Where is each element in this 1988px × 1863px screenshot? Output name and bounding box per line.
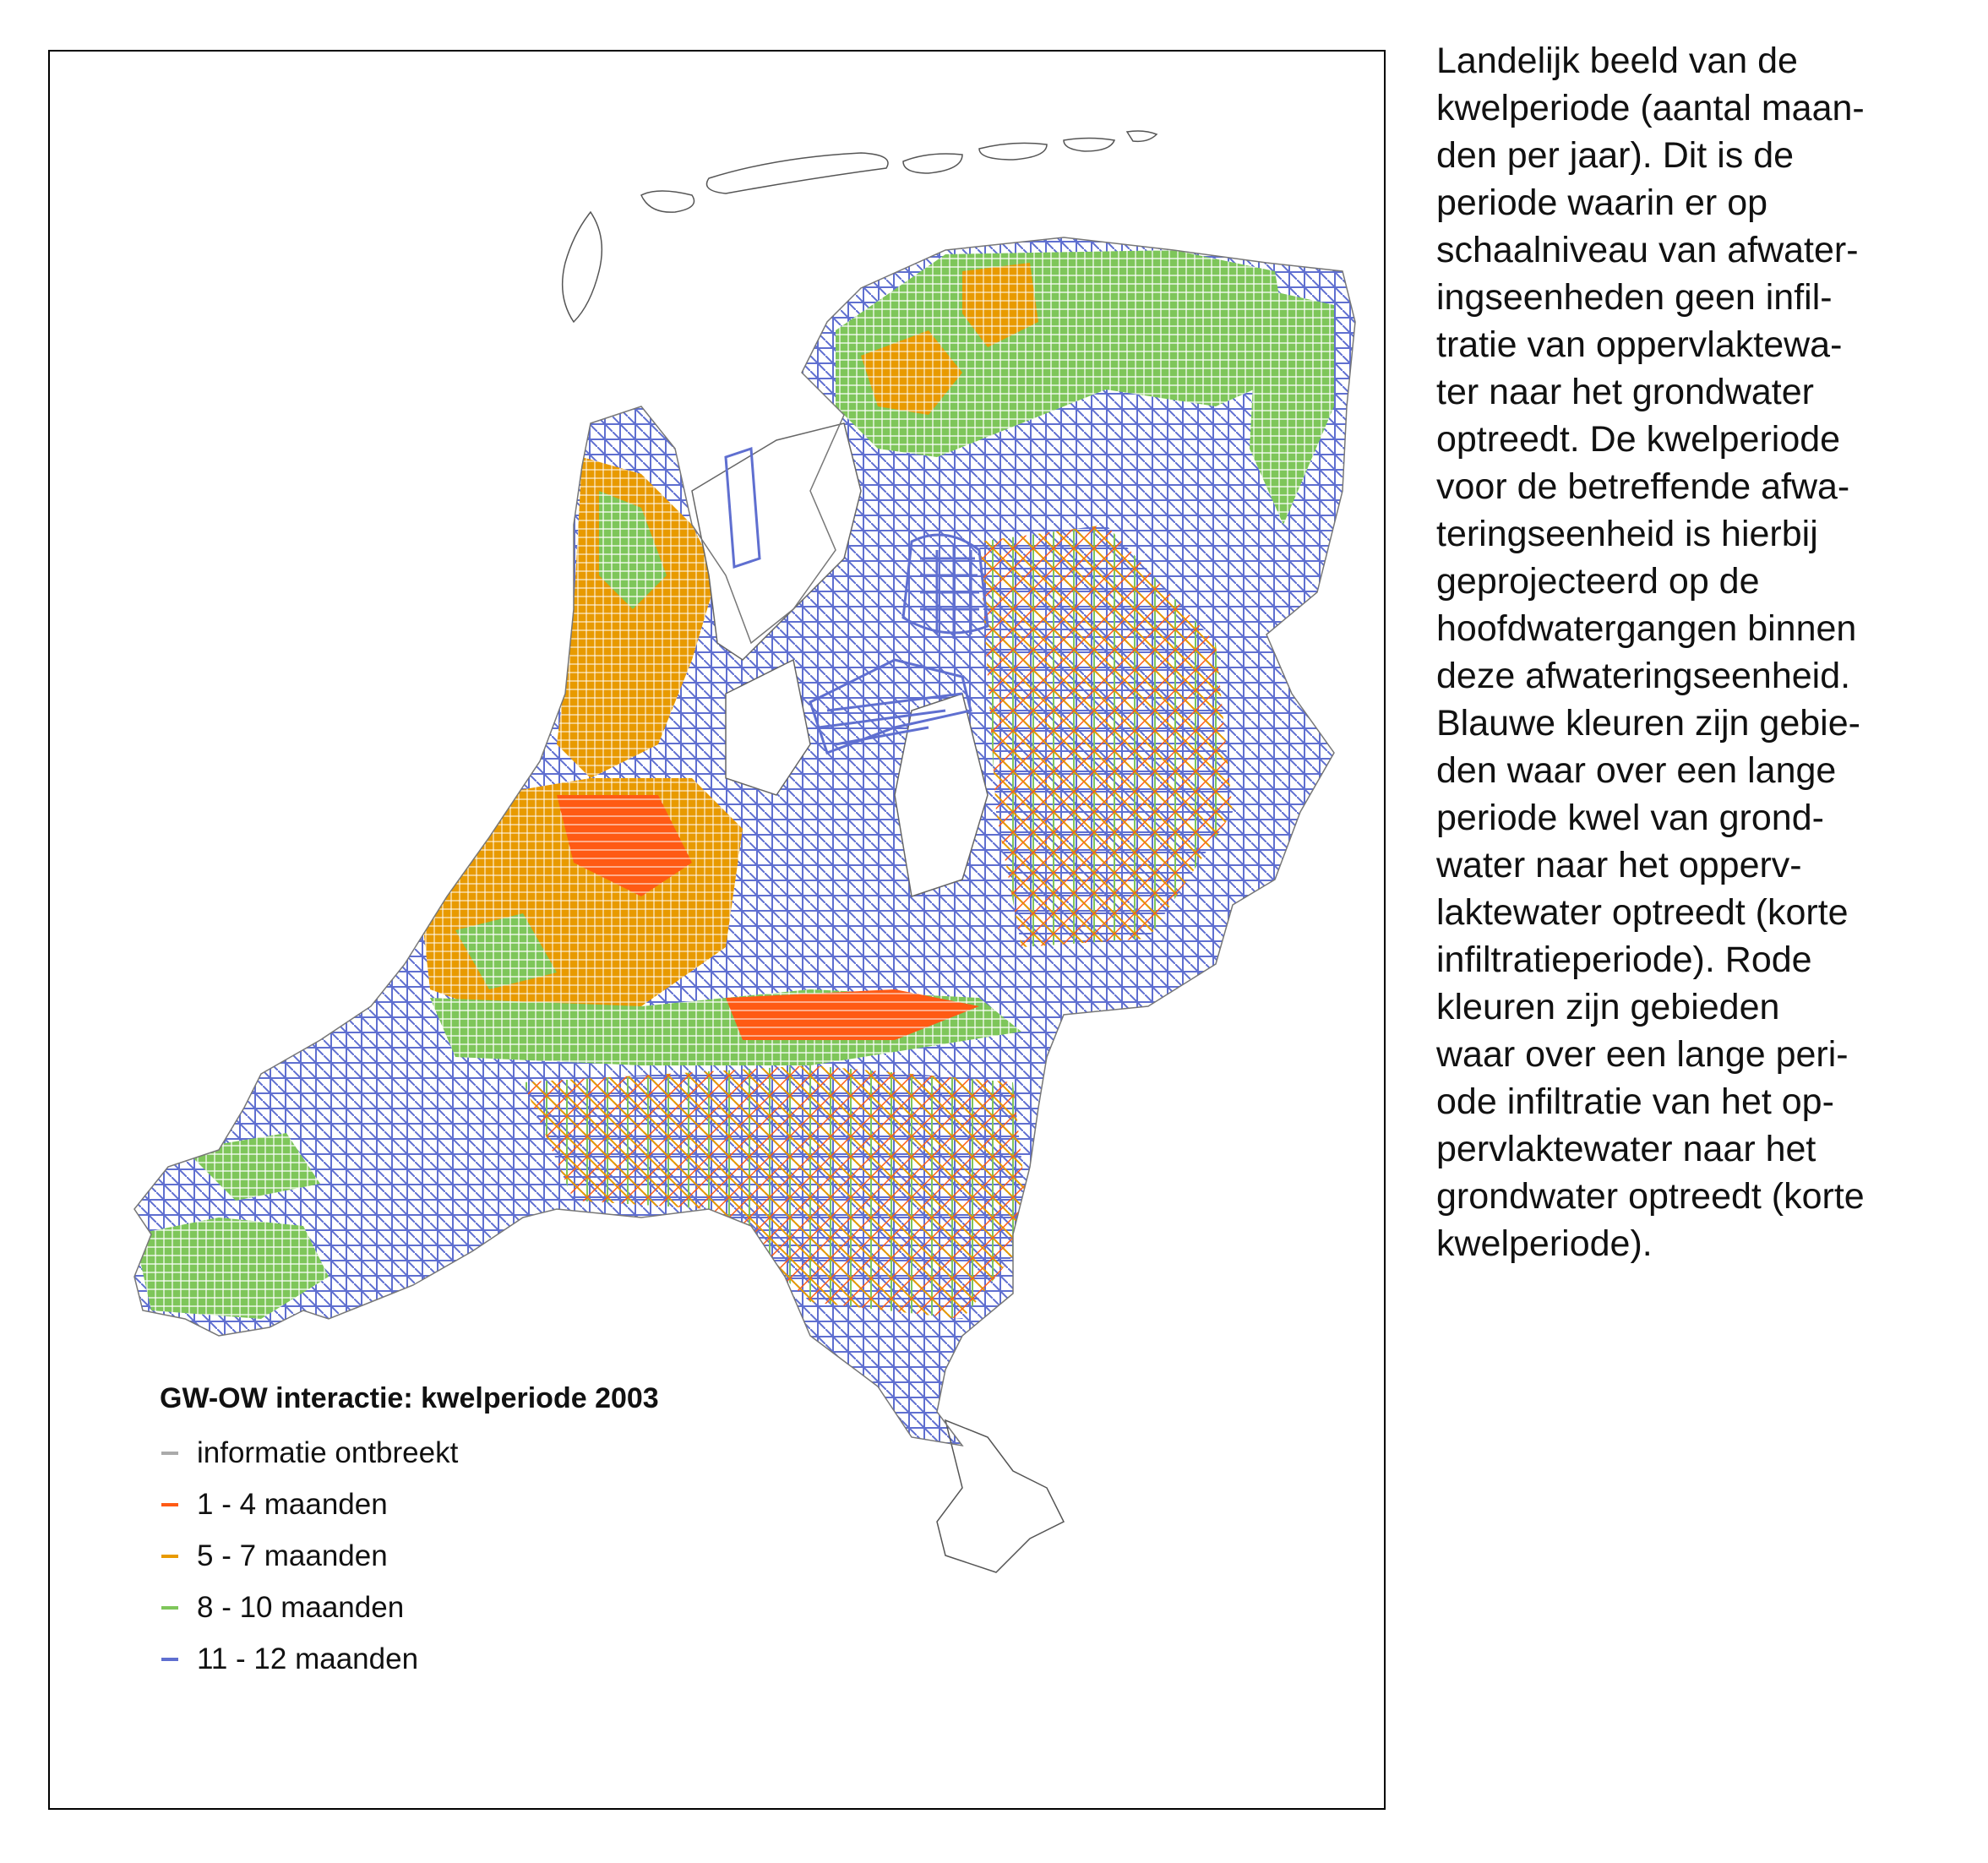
caption-line: hoofdwatergangen binnen xyxy=(1436,608,1857,649)
caption-line: den per jaar). Dit is de xyxy=(1436,135,1795,176)
caption-line: kwelperiode (aantal maan- xyxy=(1436,88,1865,128)
legend-swatch-gray xyxy=(161,1452,178,1455)
caption-line: grondwater optreedt (korte xyxy=(1436,1176,1865,1217)
legend-item-8-10 xyxy=(160,1582,659,1633)
map-legend xyxy=(160,1382,659,1685)
caption-line: ode infiltratie van het op- xyxy=(1436,1081,1834,1122)
caption-line: tratie van oppervlaktewa- xyxy=(1436,324,1843,365)
caption-line: periode waarin er op xyxy=(1436,182,1768,223)
caption-line: kleuren zijn gebieden xyxy=(1436,987,1780,1027)
legend-swatch-orange xyxy=(161,1555,178,1558)
caption-line: geprojecteerd op de xyxy=(1436,561,1760,602)
caption-line: Blauwe kleuren zijn gebie- xyxy=(1436,703,1860,744)
caption-line: periode kwel van grond- xyxy=(1436,798,1824,838)
caption-line: water naar het opperv- xyxy=(1436,845,1802,885)
caption-line: pervlaktewater naar het xyxy=(1436,1129,1816,1169)
legend-label: 1 - 4 maanden xyxy=(197,1487,388,1521)
caption-line: teringseenheid is hierbij xyxy=(1436,514,1818,554)
legend-item-1-4 xyxy=(160,1479,659,1530)
legend-label: 8 - 10 maanden xyxy=(197,1590,405,1624)
legend-title: GW-OW interactie: kwelperiode 2003 xyxy=(160,1382,659,1414)
legend-item-11-12 xyxy=(160,1633,659,1685)
caption-line: den waar over een lange xyxy=(1436,750,1837,791)
legend-label: informatie ontbreekt xyxy=(197,1435,459,1469)
legend-swatch-red xyxy=(161,1503,178,1506)
caption-line: waar over een lange peri- xyxy=(1436,1034,1849,1075)
caption-text xyxy=(1436,37,1977,1267)
caption-line: deze afwateringseenheid. xyxy=(1436,656,1851,696)
legend-item-missing xyxy=(160,1427,659,1479)
caption-line: infiltratieperiode). Rode xyxy=(1436,940,1812,980)
legend-swatch-green xyxy=(161,1606,178,1610)
legend-item-5-7 xyxy=(160,1530,659,1582)
caption-line: voor de betreffende afwa- xyxy=(1436,466,1850,507)
legend-label: 11 - 12 maanden xyxy=(197,1642,419,1675)
caption-line: optreedt. De kwelperiode xyxy=(1436,419,1841,460)
legend-swatch-blue xyxy=(161,1658,178,1661)
map-frame xyxy=(48,50,1386,1810)
caption-line: schaalniveau van afwater- xyxy=(1436,230,1859,270)
caption-line: ingseenheden geen infil- xyxy=(1436,277,1833,318)
caption-line: kwelperiode). xyxy=(1436,1223,1653,1264)
caption-line: Landelijk beeld van de xyxy=(1436,41,1798,81)
caption-line: laktewater optreedt (korte xyxy=(1436,892,1849,933)
caption-line: ter naar het grondwater xyxy=(1436,372,1814,412)
legend-label: 5 - 7 maanden xyxy=(197,1539,388,1572)
